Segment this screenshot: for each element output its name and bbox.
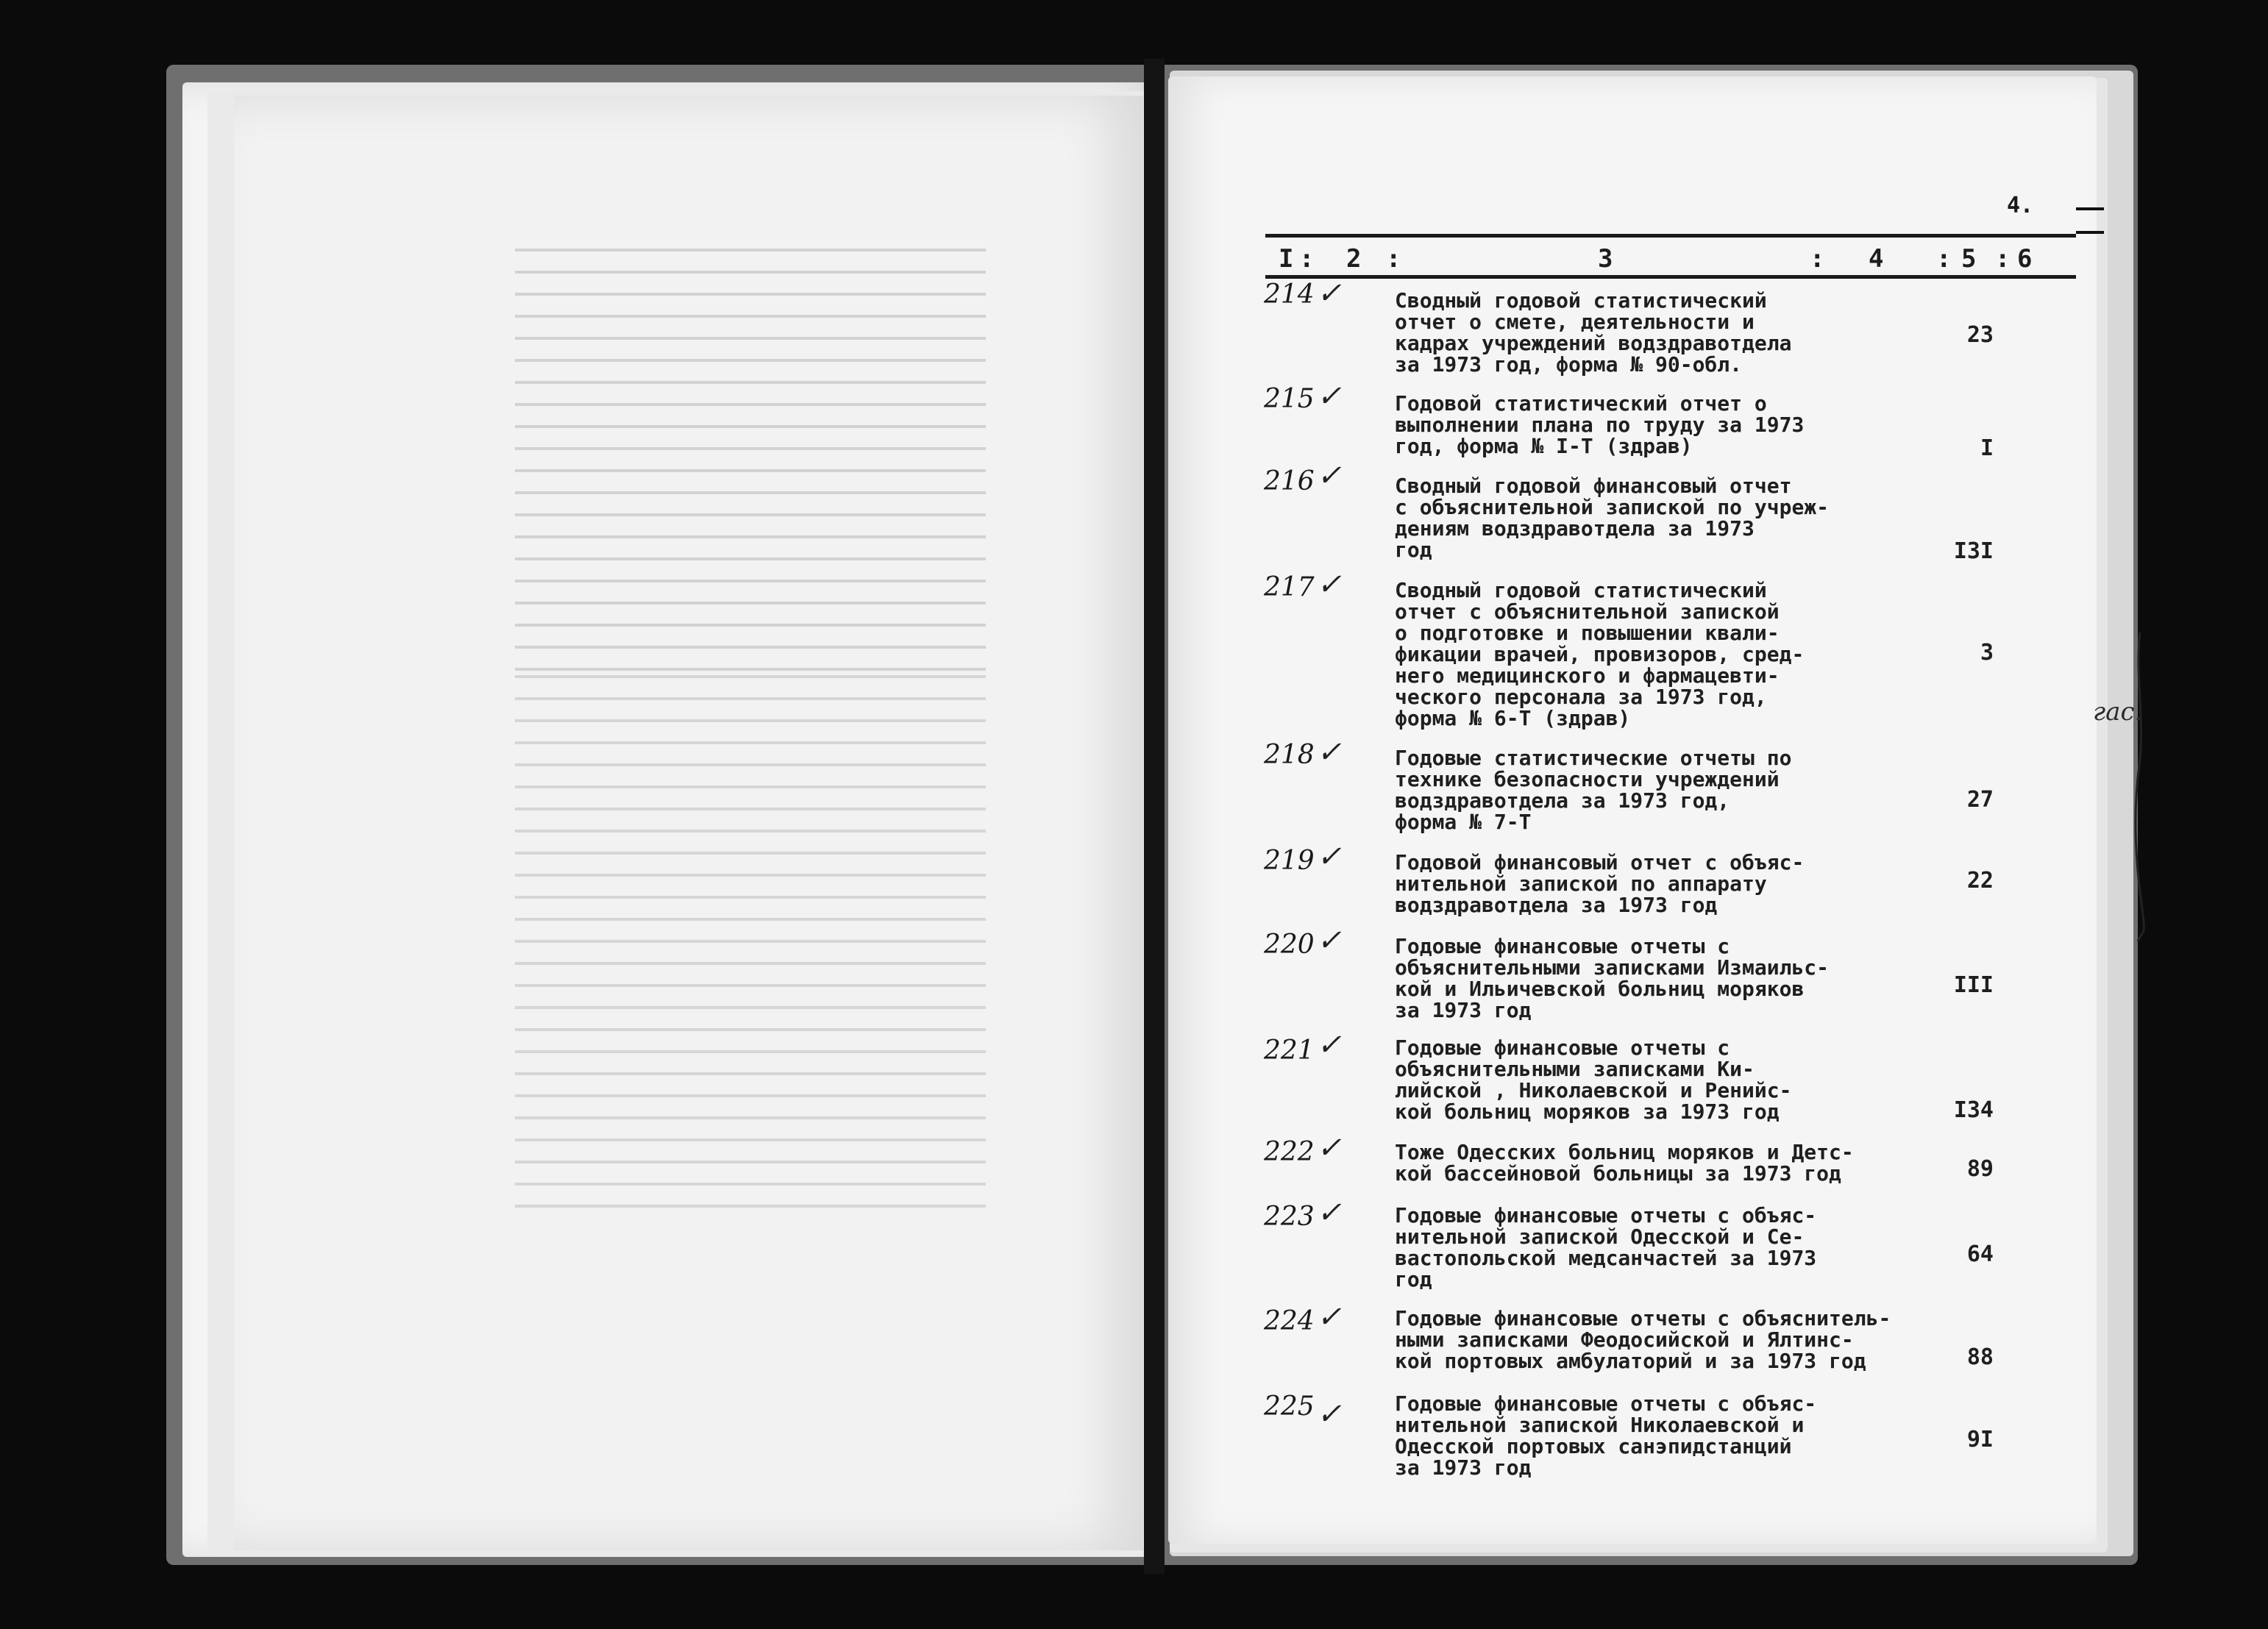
column-separator: : — [1299, 244, 1315, 274]
entry-number: 224 — [1264, 1306, 1315, 1336]
header-rule-bottom — [1265, 275, 2076, 279]
entry-number: 219 — [1264, 846, 1315, 876]
entry-count: 64 — [1966, 1241, 1994, 1267]
entry-count: 89 — [1966, 1156, 1994, 1182]
checkmark-icon: ✓ — [1317, 840, 1342, 874]
checkmark-icon: ✓ — [1317, 568, 1342, 602]
column-header-3: 3 — [1598, 244, 1613, 274]
book-gutter — [1144, 59, 1165, 1574]
checkmark-icon: ✓ — [1317, 459, 1342, 493]
entry-description: Годовые финансовые отчеты с объяснительными записками Измаильс- кой и Ильичевской больниц моряков за 1973 год — [1395, 934, 1830, 1022]
checkmark-icon: ✓ — [1317, 277, 1342, 310]
checkmark-icon: ✓ — [1317, 1131, 1342, 1165]
column-header-2: 2 — [1346, 244, 1362, 274]
entry-count: 27 — [1966, 787, 1994, 813]
checkmark-icon: ✓ — [1317, 379, 1342, 413]
entry-description: Годовые финансовые отчеты с объяснительными записками Ки- лийской , Николаевской и Ренийс- кой больниц моряков за 1973 год — [1395, 1035, 1792, 1124]
page-number: 4. — [2007, 193, 2034, 218]
entry-description: Сводный годовой финансовый отчет с объяснительной запиской по учреж- дениям водздравотдела за 1973 год — [1395, 474, 1830, 562]
entry-number: 223 — [1264, 1202, 1315, 1232]
column-header-1: I — [1279, 244, 1294, 274]
entry-number: 218 — [1264, 740, 1315, 770]
column-separator: : — [1386, 244, 1401, 274]
entry-description: Тоже Одесских больниц моряков и Детс- кой бассейновой больницы за 1973 год — [1395, 1140, 1854, 1186]
column-header-5: 5 — [1961, 244, 1977, 274]
entry-count: 9I — [1966, 1427, 1994, 1452]
entry-count: 22 — [1966, 868, 1994, 894]
entry-description: Годовые статистические отчеты по технике безопасности учреждений водздравотдела за 1973 год, форма № 7-Т — [1395, 746, 1792, 834]
header-rule-top — [1265, 234, 2076, 238]
entry-description: Годовой статистический отчет о выполнении плана по труду за 1973 год, форма № I-Т (здрав) — [1395, 391, 1805, 458]
margin-mark — [2076, 231, 2104, 234]
entry-number: 221 — [1264, 1035, 1315, 1066]
entry-count: III — [1953, 972, 1994, 998]
entry-number: 215 — [1264, 384, 1315, 414]
entry-count: I3I — [1953, 538, 1994, 564]
checkmark-icon: ✓ — [1317, 1196, 1342, 1230]
column-separator: : — [1936, 244, 1952, 274]
show-through-text — [515, 235, 986, 677]
checkmark-icon: ✓ — [1317, 1397, 1342, 1431]
entry-description: Сводный годовой статистический отчет о смете, деятельности и кадрах учреждений водздравотдела за 1973 год, форма № 90-обл. — [1395, 288, 1792, 377]
checkmark-icon: ✓ — [1317, 1300, 1342, 1334]
checkmark-icon: ✓ — [1317, 1028, 1342, 1062]
entry-description: Годовые финансовые отчеты с объяс- нительной запиской Одесской и Се- вастопольской медсанчастей за 1973 год — [1395, 1203, 1817, 1291]
column-separator: : — [1995, 244, 2011, 274]
column-header-6: 6 — [2017, 244, 2033, 274]
entry-count: 23 — [1966, 322, 1994, 348]
entry-description: Годовые финансовые отчеты с объяснитель- ными записками Феодосийской и Ялтинс- кой портовых амбулаторий и за 1973 год — [1395, 1306, 1891, 1373]
entry-number: 222 — [1264, 1137, 1315, 1167]
entry-count: 88 — [1966, 1344, 1994, 1370]
entry-count: 3 — [1980, 640, 1994, 666]
margin-mark — [2076, 207, 2104, 210]
entry-description: Сводный годовой статистический отчет с объяснительной запиской о подготовке и повышении квали- фикации врачей, провизоров, сред- него медицинского и фармацевти- ческого персонала за 1973 год, форма № 6-Т (здрав) — [1395, 578, 1805, 730]
entry-description: Годовые финансовые отчеты с объяс- нительной запиской Николаевской и Одесской портовых санэпидстанций за 1973 год — [1395, 1391, 1817, 1480]
entry-count: I — [1980, 435, 1994, 461]
checkmark-icon: ✓ — [1317, 924, 1342, 958]
entry-count: I34 — [1953, 1097, 1994, 1123]
edge-scribble — [2133, 632, 2147, 941]
column-header-4: 4 — [1869, 244, 1884, 274]
checkmark-icon: ✓ — [1317, 735, 1342, 769]
margin-handwritten-note: гас. — [2093, 697, 2143, 727]
column-separator: : — [1810, 244, 1825, 274]
entry-number: 217 — [1264, 572, 1315, 602]
entry-description: Годовой финансовый отчет с объяс- нительной запиской по аппарату водздравотдела за 1973 год — [1395, 850, 1805, 917]
entry-number: 216 — [1264, 466, 1315, 496]
entry-number: 220 — [1264, 930, 1315, 960]
show-through-text — [515, 662, 986, 1221]
entry-number: 225 — [1264, 1391, 1315, 1422]
entry-number: 214 — [1264, 279, 1315, 310]
